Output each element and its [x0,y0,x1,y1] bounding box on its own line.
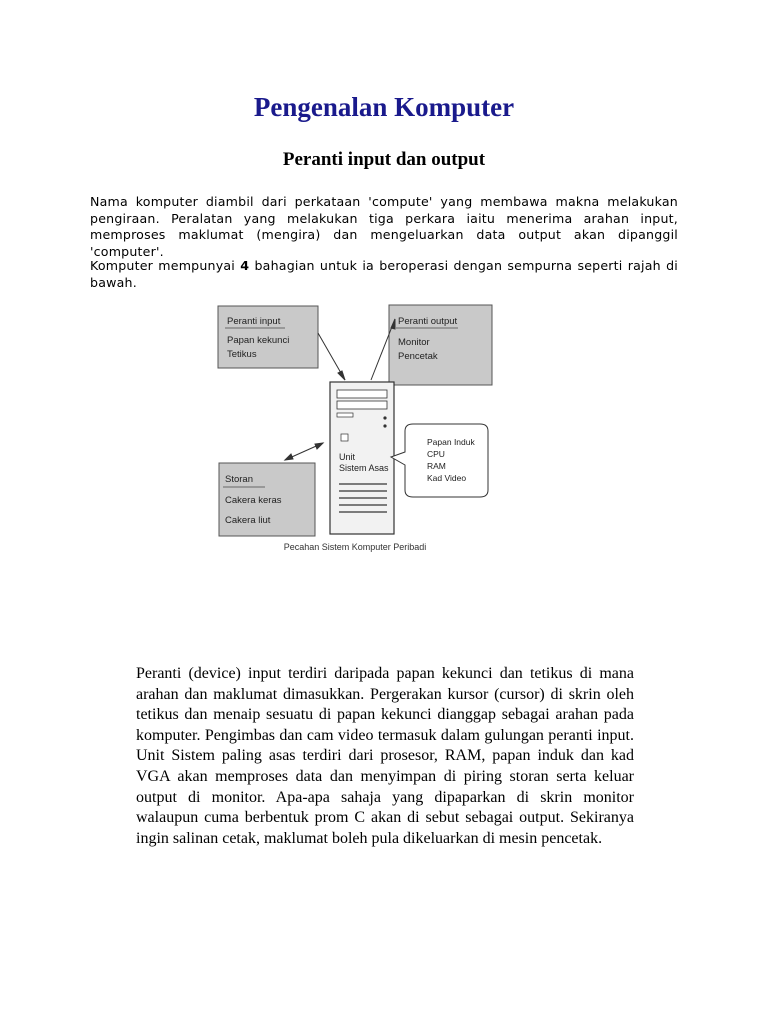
intro-paragraph: Nama komputer diambil dari perkataan 'compute' yang membawa makna melakukan pengiraan. Peralatan yang melakukan tiga perkara iaitu menerima arahan input, memproses maklumat (mengira) dan mengeluarkan data output akan dipanggil 'computer'. [90,194,678,259]
body-paragraph: Peranti (device) input terdiri daripada papan kekunci dan tetikus di mana arahan dan maklumat dimasukkan. Pergerakan kursor (cursor) di skrin oleh tetikus dan menaip sesuatu di papan kekunci dianggap sebagai arahan pada komputer. Pengimbas dan cam video termasuk dalam gulungan peranti input. Unit Sistem paling asas terdiri dari prosesor, RAM, papan induk dan kad VGA akan memproses data dan menyimpan di piring storan serta keluar output di monitor. Apa-apa sahaja yang dipaparkan di skrin monitor walaupun cuma berbentuk prom C akan di sebut sebagai output. Sekiranya ingin salinan cetak, maklumat boleh pula dikeluarkan di mesin pencetak. [136,665,634,847]
callout-item: Papan Induk [427,437,475,447]
input-device-box [218,306,318,368]
system-unit-label: Unit [339,452,356,462]
input-box-item: Tetikus [227,349,257,360]
parts-paragraph [90,258,678,291]
arrow-head [315,443,323,449]
page-title: Pengenalan Komputer [253,92,515,122]
callout-item: Kad Video [427,473,467,483]
computer-system-diagram [205,300,505,560]
storage-box-item: Cakera keras [225,495,282,506]
storage-box-item: Cakera liut [225,515,271,526]
callout-item: CPU [427,449,445,459]
page-subtitle: Peranti input dan output [282,149,486,170]
input-box-title: Peranti input [227,316,281,327]
input-box-item: Papan kekunci [227,335,290,346]
system-unit-tower [330,382,394,534]
system-unit-callout [391,424,488,497]
output-box-item: Monitor [398,337,430,348]
callout-item: RAM [427,461,446,471]
output-box-item: Pencetak [398,351,438,362]
parts-count: 4 [240,258,250,273]
arrow-head [338,371,345,380]
storage-box [219,463,315,536]
diagram-caption: Pecahan Sistem Komputer Peribadi [283,542,427,552]
output-device-box [389,305,492,385]
storage-box-title: Storan [225,474,253,485]
parts-text-before: Komputer mempunyai [90,258,241,273]
system-unit-label: Sistem Asas [339,463,389,473]
arrow-head [285,454,293,460]
parts-text-after: bahagian untuk ia beroperasi dengan sempurna seperti rajah di bawah. [90,258,678,290]
output-box-title: Peranti output [398,316,458,327]
